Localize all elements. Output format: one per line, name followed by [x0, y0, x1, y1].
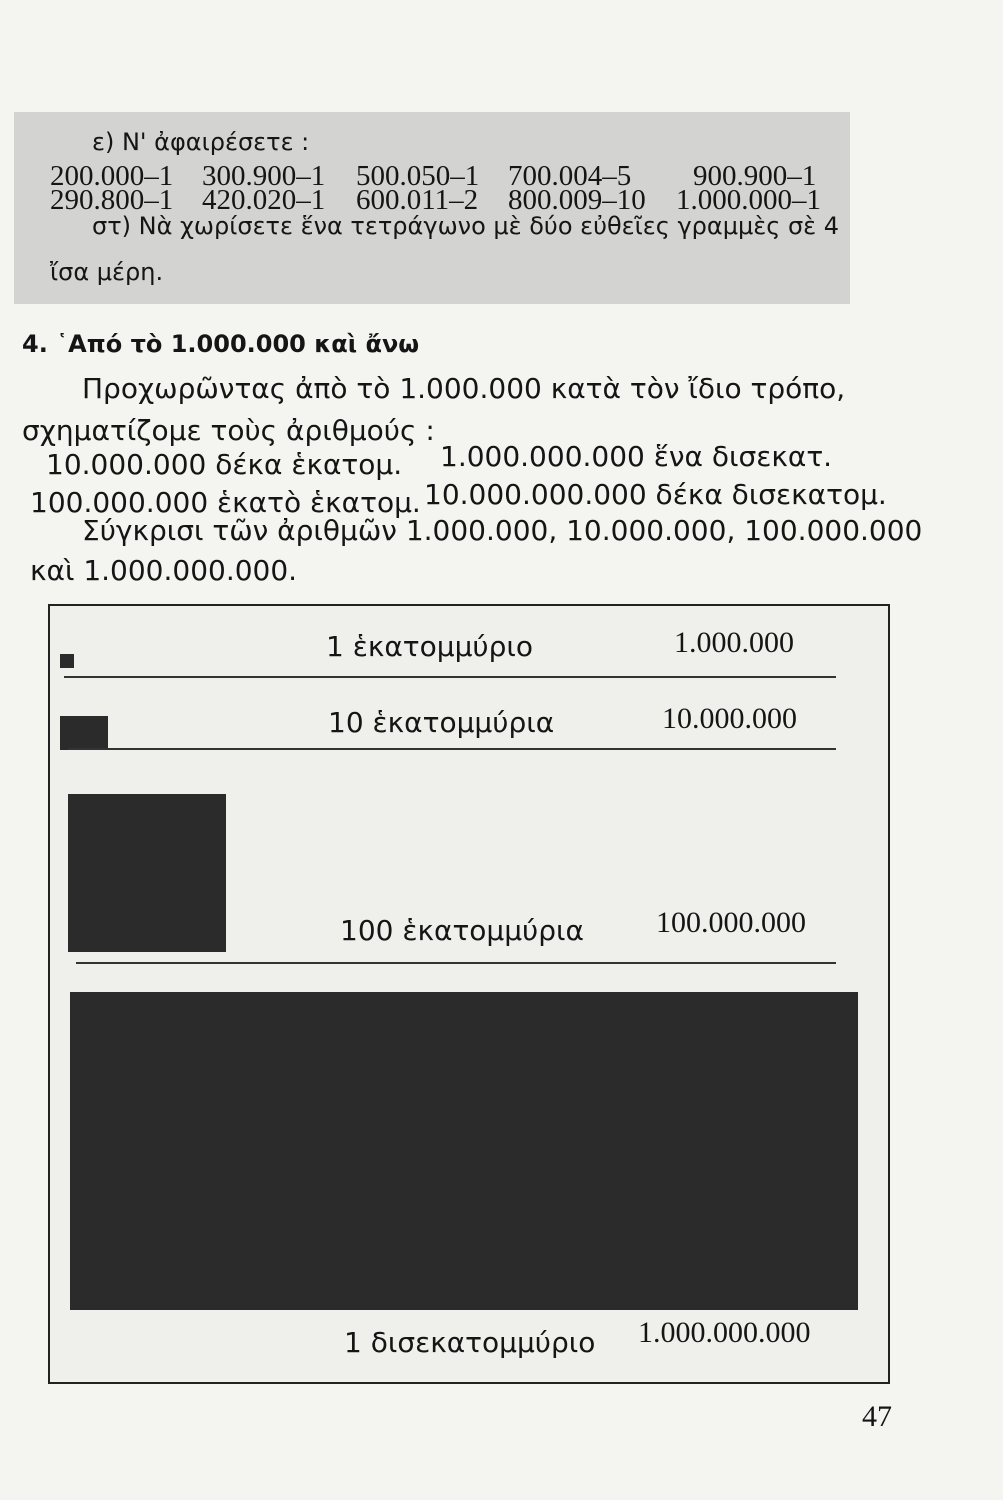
number-name-left-2: 100.000.000 ἑκατὸ ἑκατομ.: [30, 486, 421, 519]
divider: [76, 962, 836, 964]
paragraph-line-2: σχηματίζομε τοὺς ἀριθμούς :: [22, 414, 435, 447]
page-number: 47: [862, 1400, 892, 1433]
number-name-right-2: 10.000.000.000 δέκα δισεκατομ.: [424, 478, 887, 511]
number-name-right-1: 1.000.000.000 ἕνα δισεκατ.: [440, 440, 833, 473]
square-ten-million: [60, 716, 108, 750]
label-one-million: 1 ἑκατομμύριο: [326, 630, 534, 663]
subtraction-item: 420.020–1: [202, 184, 326, 216]
subtraction-item: 800.009–10: [508, 184, 646, 216]
square-one-billion: [70, 992, 858, 1310]
subtraction-item: 290.800–1: [50, 184, 174, 216]
subtraction-item: 200.000–1: [50, 160, 174, 192]
comparison-figure: [48, 604, 890, 1384]
label-one-billion: 1 δισεκατομμύριο: [344, 1326, 596, 1359]
number-one-billion: 1.000.000.000: [638, 1316, 811, 1349]
square-one-million: [60, 654, 74, 668]
square-hundred-million: [68, 794, 226, 952]
comparison-line-1: Σύγκρισι τῶν ἀριθμῶν 1.000.000, 10.000.000, 100.000.000: [82, 514, 923, 547]
comparison-line-2: καὶ 1.000.000.000.: [30, 554, 298, 587]
section-heading: 4. ῾Από τὸ 1.000.000 καὶ ἄνω: [22, 330, 420, 358]
subtraction-item: 500.050–1: [356, 160, 480, 192]
exercise-st-line-1: στ) Νὰ χωρίσετε ἕνα τετράγωνο μὲ δύο εὐθεῖες γραμμὲς σὲ 4: [92, 212, 840, 240]
exercise-st-line-2: ἴσα μέρη.: [50, 258, 164, 286]
exercise-e-heading: ε) Ν' ἀφαιρέσετε :: [92, 128, 310, 156]
number-one-million: 1.000.000: [674, 626, 794, 659]
subtraction-item: 1.000.000–1: [676, 184, 821, 216]
subtraction-item: 700.004–5: [508, 160, 632, 192]
label-hundred-million: 100 ἑκατομμύρια: [340, 914, 584, 947]
label-ten-million: 10 ἑκατομμύρια: [328, 706, 555, 739]
number-hundred-million: 100.000.000: [656, 906, 806, 939]
divider: [68, 748, 836, 750]
number-ten-million: 10.000.000: [662, 702, 797, 735]
divider: [64, 676, 836, 678]
paragraph-line-1: Προχωρῶντας ἀπὸ τὸ 1.000.000 κατὰ τὸν ἴδιο τρόπο,: [82, 372, 846, 405]
subtraction-item: 300.900–1: [202, 160, 326, 192]
number-name-left-1: 10.000.000 δέκα ἑκατομ.: [46, 448, 403, 481]
subtraction-item: 900.900–1: [693, 160, 817, 192]
subtraction-item: 600.011–2: [356, 184, 479, 216]
